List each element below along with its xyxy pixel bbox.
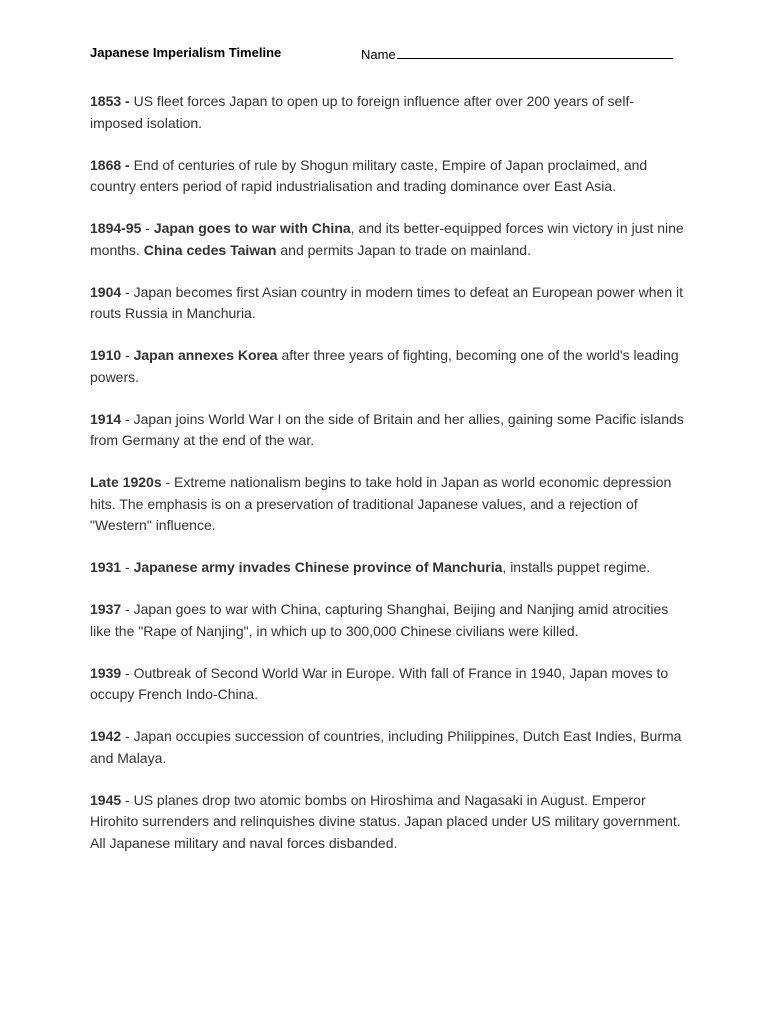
entry-text: - Japan becomes first Asian country in modern times to defeat an European power when it routs Russia in Manchuria. <box>90 283 684 321</box>
timeline-entry <box>90 726 685 769</box>
timeline-entries <box>90 91 685 875</box>
timeline-entry <box>90 155 685 198</box>
timeline-entry <box>90 663 685 706</box>
timeline-entry <box>90 790 685 855</box>
timeline-entry <box>90 91 685 134</box>
entry-text: - Japan occupies succession of countries, including Philippines, Dutch East Indies, Burma and Malaya. <box>90 728 682 766</box>
entry-text: - <box>121 559 134 575</box>
entry-text: - Japan joins World War I on the side of Britain and her allies, gaining some Pacific islands from Germany at the end of the war. <box>90 410 684 448</box>
entry-bold-text: 1942 <box>90 728 122 744</box>
entry-text: - Extreme nationalism begins to take hold in Japan as world economic depression hits. The emphasis is on a preservation of traditional Japanese values, and a rejection of "Western" influence. <box>90 474 672 533</box>
entry-bold-text: 1853 - <box>90 93 130 109</box>
entry-text: US fleet forces Japan to open up to foreign influence after over 200 years of self-imposed isolation. <box>90 93 634 131</box>
name-label: Name <box>361 47 396 62</box>
entry-text: , and its better-equipped forces win victory in just nine months. <box>90 220 684 258</box>
entry-bold-text: 1931 <box>90 559 122 575</box>
entry-bold-text: 1904 <box>90 283 122 300</box>
entry-bold-text: 1910 <box>90 347 122 363</box>
timeline-entry <box>90 282 685 325</box>
name-field <box>361 45 673 62</box>
entry-text: , installs puppet regime. <box>502 559 651 575</box>
entry-text: End of centuries of rule by Shogun military caste, Empire of Japan proclaimed, and country enters period of rapid industrialisation and trading dominance over East Asia. <box>90 156 648 194</box>
entry-bold-text: Japan goes to war with China <box>153 220 351 236</box>
timeline-entry <box>90 345 685 388</box>
entry-text: - Outbreak of Second World War in Europe. With fall of France in 1940, Japan moves to occupy French Indo-China. <box>90 664 669 702</box>
timeline-entry <box>90 599 685 642</box>
entry-bold-text: 1868 - <box>90 156 130 173</box>
timeline-entry <box>90 472 685 537</box>
entry-text: - <box>121 347 134 363</box>
entry-bold-text: 1894-95 <box>90 220 142 236</box>
entry-text: - US planes drop two atomic bombs on Hiroshima and Nagasaki in August. Emperor Hirohito surrenders and relinquishes divine status. Japan placed under US military government. All Japanese military and naval forces disbanded. <box>90 791 681 851</box>
document-title: Japanese Imperialism Timeline <box>90 45 282 60</box>
timeline-entry <box>90 557 685 579</box>
entry-bold-text: Japan annexes Korea <box>133 347 278 363</box>
entry-text: - Japan goes to war with China, capturing Shanghai, Beijing and Nanjing amid atrocities like the "Rape of Nanjing", in which up to 300,000 Chinese civilians were killed. <box>90 601 669 639</box>
entry-text: - <box>141 220 154 236</box>
entry-text: and permits Japan to trade on mainland. <box>276 241 531 258</box>
entry-bold-text: China cedes Taiwan <box>143 241 277 258</box>
timeline-entry <box>90 409 685 452</box>
entry-bold-text: 1914 <box>90 410 122 427</box>
entry-bold-text: 1939 <box>90 664 122 681</box>
entry-bold-text: Japanese army invades Chinese province of Manchuria <box>133 559 503 575</box>
entry-bold-text: 1937 <box>90 601 122 617</box>
document-header <box>90 45 680 65</box>
entry-text: after three years of fighting, becoming one of the world's leading powers. <box>90 347 679 385</box>
timeline-entry <box>90 218 685 261</box>
name-blank-line <box>397 45 673 59</box>
entry-bold-text: 1945 <box>90 791 122 808</box>
entry-bold-text: Late 1920s <box>90 474 162 490</box>
